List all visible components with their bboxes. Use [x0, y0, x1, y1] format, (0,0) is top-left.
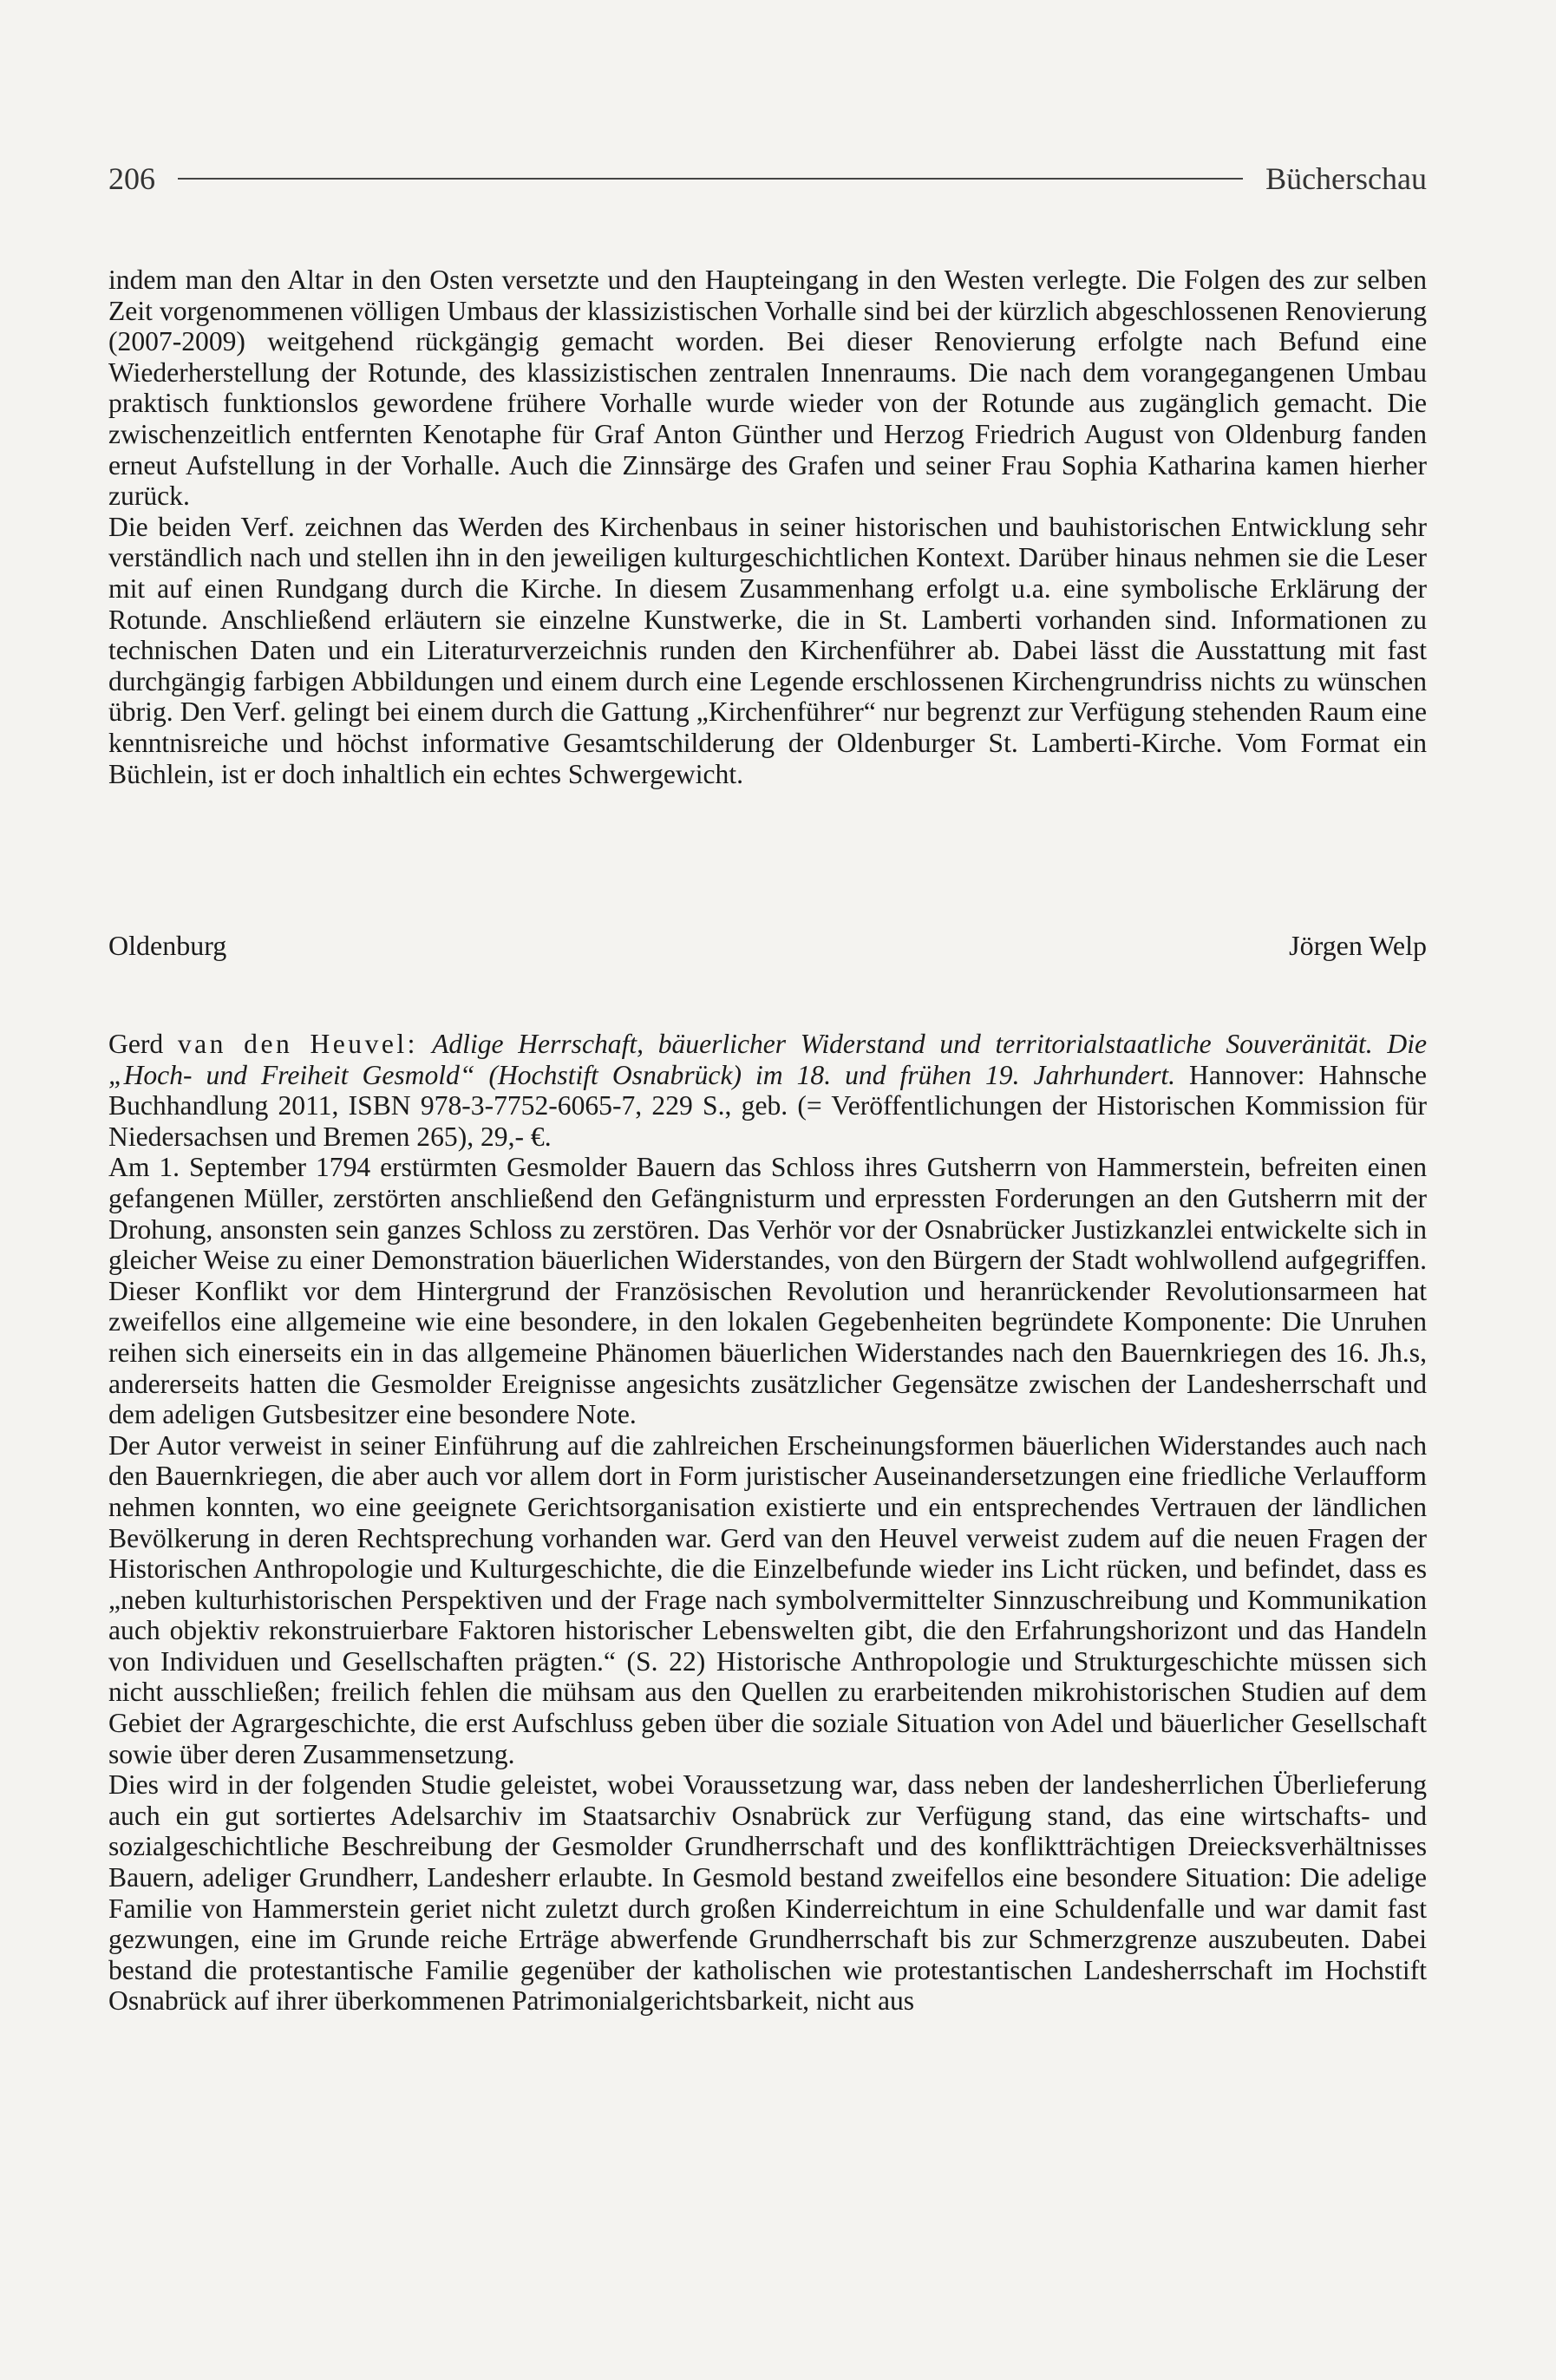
running-header: [108, 153, 1427, 205]
review-new: [108, 1029, 1427, 2017]
reviewer-place: Oldenburg: [108, 930, 227, 961]
publication-details: Hannover: Hahnsche Buchhandlung 2011, ISBN 978-3-7752-6065-7, 229 S., geb. (= Veröffentlichungen der Historischen Kommission für Niedersachsen und Bremen 265), 29,- €.: [108, 1059, 1427, 1152]
bibliographic-entry: [108, 1029, 1427, 1152]
paragraph: Am 1. September 1794 erstürmten Gesmolder Bauern das Schloss ihres Gutsherrn von Hammerstein, befreiten einen gefangenen Müller, zerstörten anschließend den Gefängnisturm und erpressten Forderungen an den Gutsherrn mit der Drohung, ansonsten sein ganzes Schloss zu zerstören. Das Verhör vor der Osnabrücker Justizkanzlei entwickelte sich in gleicher Weise zu einer Demonstration bäuerlichen Widerstandes, von den Bürgern der Stadt wohlwollend aufgegriffen. Dieser Konflikt vor dem Hintergrund der Französischen Revolution und heranrückender Revolutionsarmeen hat zweifellos eine allgemeine wie eine besondere, in den lokalen Gegebenheiten begründete Komponente: Die Unruhen reihen sich einerseits ein in das allgemeine Phänomen bäuerlichen Widerstandes nach den Bauernkriegen des 16. Jh.s, andererseits hatten die Gesmolder Ereignisse angesichts zusätzlicher Gegensätze zwischen der Landesherrschaft und dem adeligen Gutsbesitzer eine besondere Note.: [108, 1152, 1427, 1430]
paragraph: Die beiden Verf. zeichnen das Werden des Kirchenbaus in seiner historischen und bauhistorischen Entwicklung sehr verständlich nach und stellen ihn in den jeweiligen kulturgeschichtlichen Kontext. Darüber hinaus nehmen sie die Leser mit auf einen Rundgang durch die Kirche. In diesem Zusammenhang erfolgt u.a. eine symbolische Erklärung der Rotunde. Anschließend erläutern sie einzelne Kunstwerke, die in St. Lamberti vorhanden sind. Informationen zu technischen Daten und ein Literaturverzeichnis runden den Kirchenführer ab. Dabei lässt die Ausstattung mit fast durchgängig farbigen Abbildungen und einem durch eine Legende erschlossenen Kirchengrundriss nichts zu wünschen übrig. Den Verf. gelingt bei einem durch die Gattung „Kirchenführer“ nur begrenzt zur Verfügung stehenden Raum eine kenntnisreiche und höchst informative Gesamtschilderung der Oldenburger St. Lamberti-Kirche. Vom Format ein Büchlein, ist er doch inhaltlich ein echtes Schwergewicht.: [108, 511, 1427, 789]
header-rule: [178, 178, 1243, 180]
reviewer-name: Jörgen Welp: [1289, 930, 1427, 961]
review-signature: [108, 930, 1427, 962]
section-title: Bücherschau: [1265, 161, 1427, 196]
book-title: Adlige Herrschaft, bäuerlicher Widerstand und territorialstaatliche Souveränität. Die „Hoch- und Freiheit Gesmold“ (Hochstift Osnabrück) im 18. und frühen 19. Jahrhundert.: [108, 1029, 1428, 1090]
author-last-name: van den Heuvel:: [177, 1029, 418, 1059]
review-continued: [108, 265, 1427, 789]
paragraph: indem man den Altar in den Osten versetzte und den Haupteingang in den Westen verlegte. Die Folgen des zur selben Zeit vorgenommenen völligen Umbaus der klassizistischen Vorhalle sind bei der kürzlich abgeschlossenen Renovierung (2007-2009) weitgehend rückgängig gemacht worden. Bei dieser Renovierung erfolgte nach Befund eine Wiederherstellung der Rotunde, des klassizistischen zentralen Innenraums. Die nach dem vorangegangenen Umbau praktisch funktionslos gewordene frühere Vorhalle wurde wieder von der Rotunde aus zugänglich gemacht. Die zwischenzeitlich entfernten Kenotaphe für Graf Anton Günther und Herzog Friedrich August von Oldenburg fanden erneut Aufstellung in der Vorhalle. Auch die Zinnsärge des Grafen und seiner Frau Sophia Katharina kamen hierher zurück.: [108, 265, 1427, 512]
page-number: 206: [108, 161, 155, 196]
paragraph: Der Autor verweist in seiner Einführung auf die zahlreichen Erscheinungsformen bäuerlichen Widerstandes auch nach den Bauernkriegen, die aber auch vor allem dort in Form juristischer Auseinandersetzungen eine friedliche Verlaufform nehmen konnten, wo eine geeignete Gerichtsorganisation existierte und ein entsprechendes Vertrauen der ländlichen Bevölkerung in deren Rechtsprechung vorhanden war. Gerd van den Heuvel verweist zudem auf die neuen Fragen der Historischen Anthropologie und Kulturgeschichte, die die Einzelbefunde wieder ins Licht rücken, und befindet, dass es „neben kulturhistorischen Perspektiven und der Frage nach symbolvermittelter Sinnzuschreibung und Kommunikation auch objektiv rekonstruierbare Faktoren historischer Lebenswelten gibt, die den Erfahrungshorizont und das Handeln von Individuen und Gesellschaften prägten.“ (S. 22) Historische Anthropologie und Strukturgeschichte müssen sich nicht ausschließen; freilich fehlen die mühsam aus den Quellen zu erarbeitenden mikrohistorischen Studien auf dem Gebiet der Agrargeschichte, die erst Aufschluss geben über die soziale Situation von Adel und bäuerlicher Gesellschaft sowie über deren Zusammensetzung.: [108, 1429, 1427, 1769]
author-first-name: Gerd: [108, 1029, 164, 1059]
paragraph: Dies wird in der folgenden Studie geleistet, wobei Voraussetzung war, dass neben der landesherrlichen Überlieferung auch ein gut sortiertes Adelsarchiv im Staatsarchiv Osnabrück zur Verfügung stand, das eine wirtschafts- und sozialgeschichtliche Beschreibung der Gesmolder Grundherrschaft und des konfliktträchtigen Dreiecksverhältnisses Bauern, adeliger Grundherr, Landesherr erlaubte. In Gesmold bestand zweifellos eine besondere Situation: Die adelige Familie von Hammerstein geriet nicht zuletzt durch großen Kinderreichtum in eine Schuldenfalle und war damit fast gezwungen, eine im Grunde reiche Erträge abwerfende Grundherrschaft bis zur Schmerzgrenze auszubeuten. Dabei bestand die protestantische Familie gegenüber der katholischen wie protestantischen Landesherrschaft im Hochstift Osnabrück auf ihrer überkommenen Patrimonialgerichtsbarkeit, nicht aus: [108, 1769, 1427, 2017]
